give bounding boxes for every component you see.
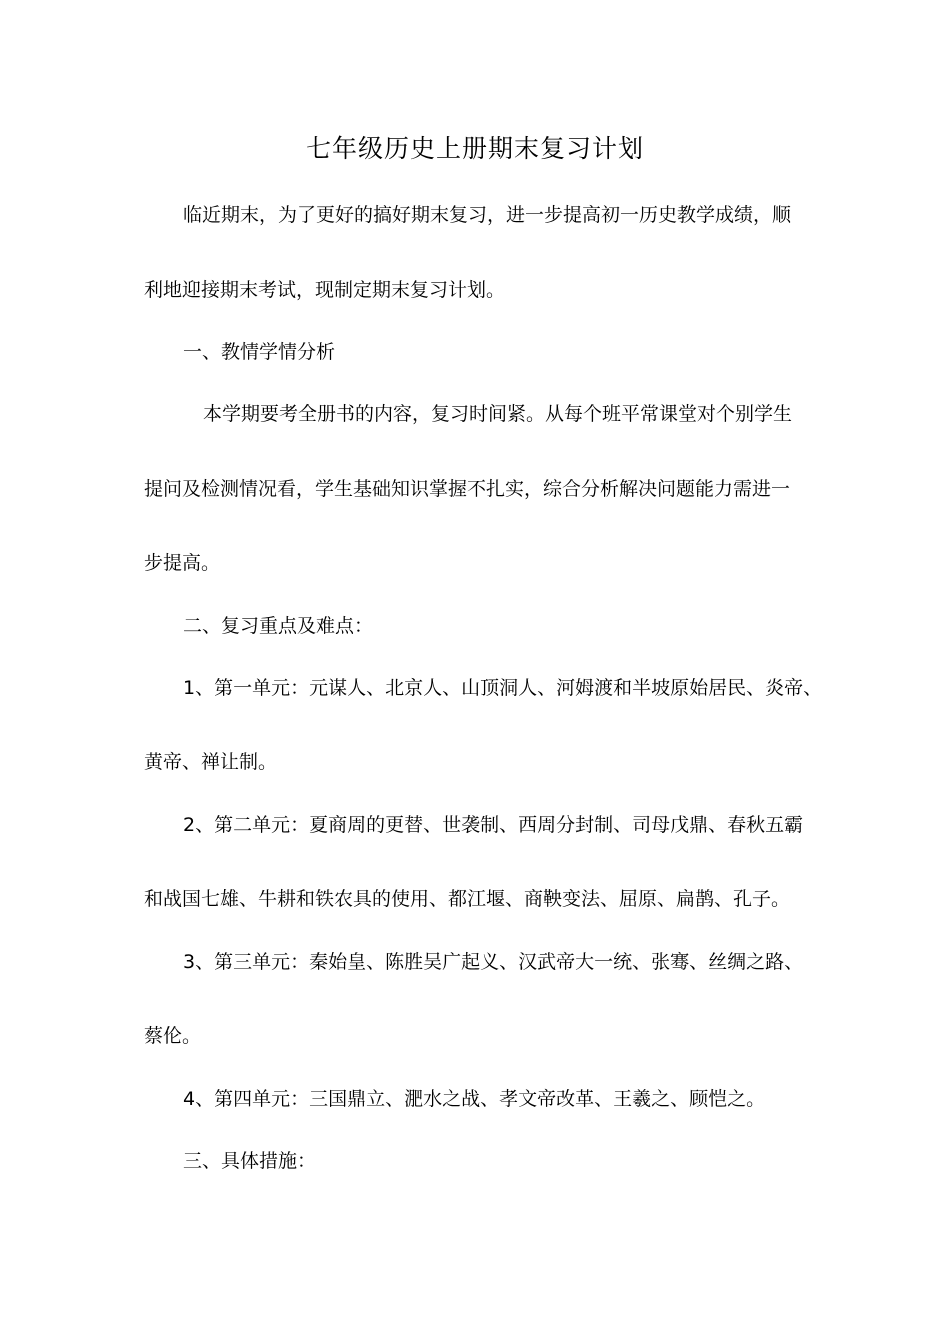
unit-3-line: 3、第三单元：秦始皇、陈胜吴广起义、汉武帝大一统、张骞、丝绸之路、	[183, 951, 804, 973]
paragraph-line: 利地迎接期末考试，现制定期末复习计划。	[144, 279, 506, 301]
unit-1-line: 黄帝、禅让制。	[144, 751, 278, 773]
section-heading-analysis: 一、教情学情分析	[183, 341, 336, 363]
unit-1-line: 1、第一单元：元谋人、北京人、山顶洞人、河姆渡和半坡原始居民、炎帝、	[183, 677, 823, 699]
paragraph-line: 提问及检测情况看，学生基础知识掌握不扎实，综合分析解决问题能力需进一	[144, 478, 791, 500]
document-title: 七年级历史上册期末复习计划	[305, 134, 644, 163]
section-heading-key-points: 二、复习重点及难点：	[183, 615, 374, 637]
unit-2-line: 和战国七雄、牛耕和铁农具的使用、都江堰、商鞅变法、屈原、扁鹊、孔子。	[144, 888, 791, 910]
paragraph-line: 步提高。	[144, 552, 221, 574]
paragraph-line: 本学期要考全册书的内容，复习时间紧。从每个班平常课堂对个别学生	[203, 403, 793, 425]
unit-2-line: 2、第二单元：夏商周的更替、世袭制、西周分封制、司母戊鼎、春秋五霸	[183, 814, 804, 836]
unit-4-line: 4、第四单元：三国鼎立、淝水之战、孝文帝改革、王羲之、顾恺之。	[183, 1088, 766, 1110]
unit-3-line: 蔡伦。	[144, 1025, 202, 1047]
section-heading-measures: 三、具体措施：	[183, 1150, 317, 1172]
paragraph-line: 临近期末，为了更好的搞好期末复习，进一步提高初一历史教学成绩，顺	[183, 204, 792, 226]
